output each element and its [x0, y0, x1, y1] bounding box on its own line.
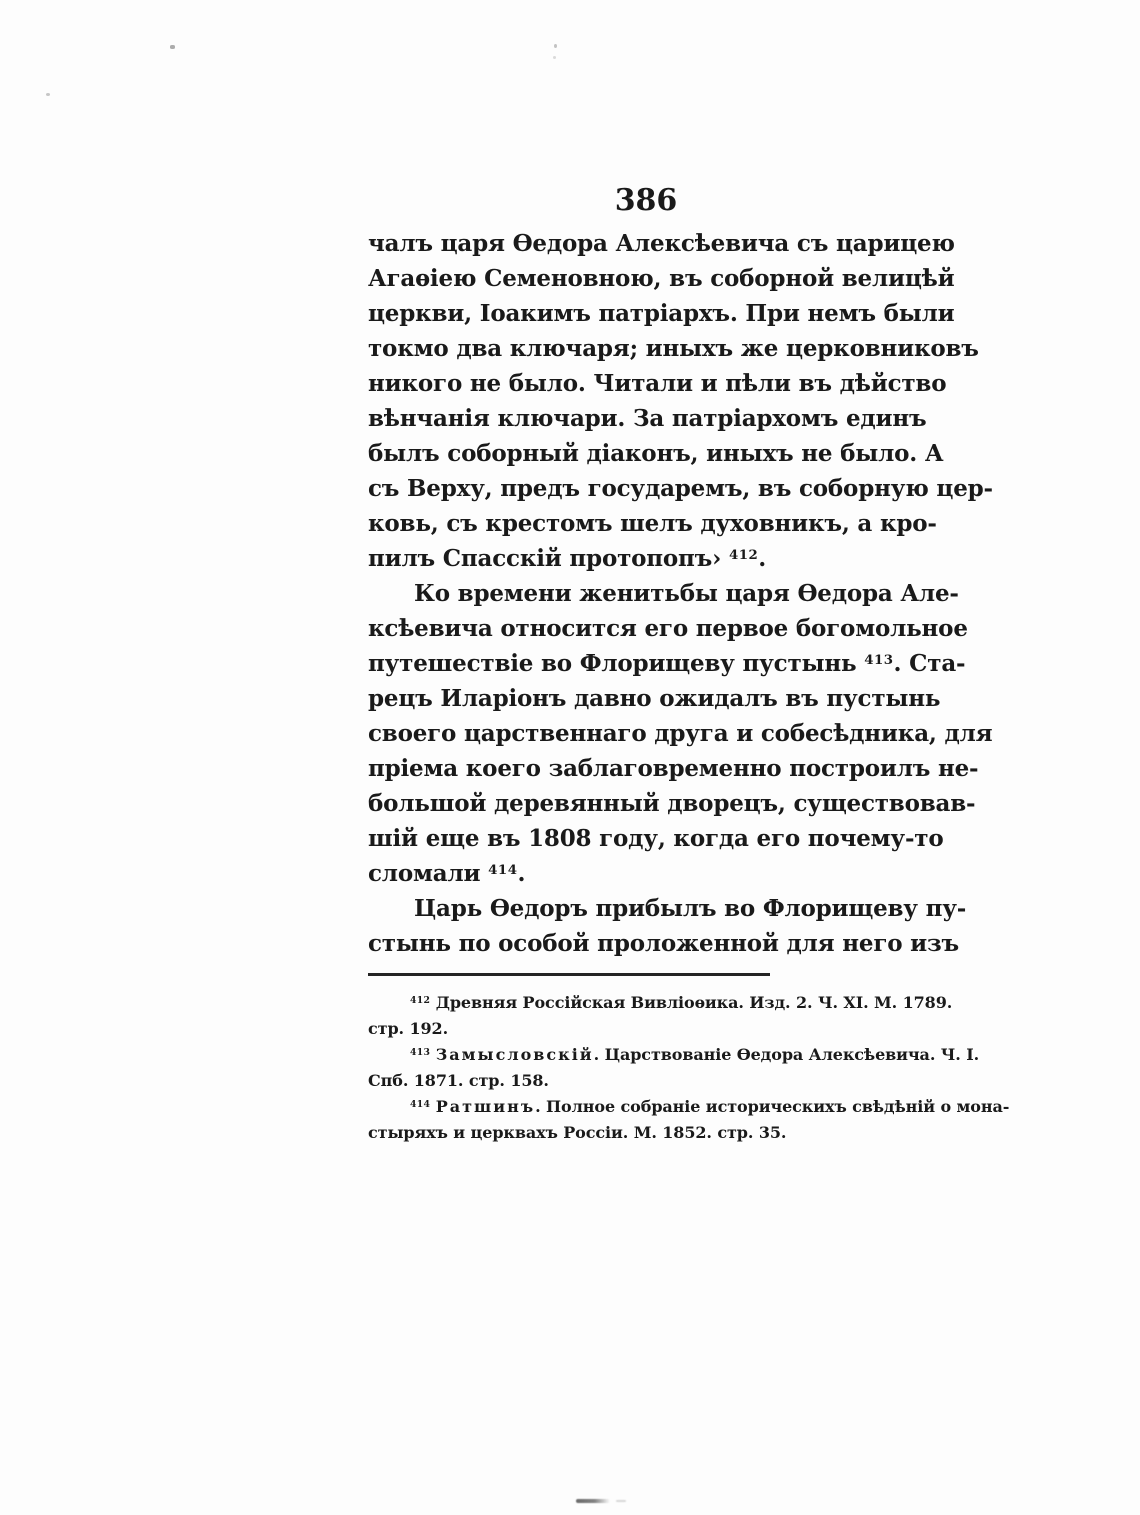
text-line	[368, 1068, 924, 1094]
text-line	[368, 331, 979, 366]
text-run: чалъ царя Ѳедора Алексѣевича съ царицею	[368, 230, 955, 257]
page-number: 386	[614, 183, 678, 218]
text-run: Замысловскій	[435, 1045, 594, 1064]
text-run: стр. 192.	[368, 1019, 449, 1038]
text-run: . Полное собраніе историческихъ свѣдѣній о мона-	[535, 1097, 1010, 1116]
text-run: Ко времени женитьбы царя Ѳедора Але-	[414, 580, 959, 607]
text-run: былъ соборный діаконъ, иныхъ не было. А	[368, 440, 944, 467]
text-run: большой деревянный дворецъ, существовав-	[368, 790, 976, 817]
text-line	[368, 471, 993, 506]
text-run: Ратшинъ	[435, 1097, 536, 1116]
text-line	[368, 366, 947, 401]
text-line	[368, 990, 953, 1016]
text-line	[368, 436, 944, 471]
text-line	[368, 1094, 1010, 1120]
main-text	[368, 226, 993, 961]
text-run: Агаѳіею Семеновною, въ соборной велицѣй	[368, 265, 955, 292]
text-line	[368, 296, 955, 331]
text-line	[368, 891, 967, 926]
footnote-separator	[368, 973, 770, 976]
text-run: рецъ Иларіонъ давно ожидалъ въ пустынь	[368, 685, 941, 712]
text-run: . Царствованіе Ѳедора Алексѣевича. Ч. I.	[593, 1045, 980, 1064]
paragraph	[368, 576, 993, 891]
text-run: стынь по особой проложенной для него изъ	[368, 930, 959, 957]
footnote-item	[368, 1094, 1010, 1146]
text-line	[368, 1120, 924, 1146]
text-line	[368, 576, 959, 611]
text-line	[368, 541, 924, 576]
scan-smudge-icon	[576, 1499, 610, 1503]
text-run: Царь Ѳедоръ прибылъ во Флорищеву пу-	[414, 895, 967, 922]
text-run: церкви, Іоакимъ патріархъ. При немъ были	[368, 300, 955, 327]
footnote-item	[368, 1042, 980, 1094]
text-run: .	[758, 545, 767, 572]
footnote-marker: 414	[488, 861, 518, 878]
text-run: пріема коего заблаговременно построилъ не-	[368, 755, 979, 782]
footnote-item	[368, 990, 953, 1042]
text-line	[368, 611, 968, 646]
text-line	[368, 856, 924, 891]
text-line	[368, 821, 944, 856]
footnote-marker: 413	[864, 651, 894, 668]
text-run: сломали	[368, 860, 489, 887]
text-run: Спб. 1871. стр. 158.	[368, 1071, 549, 1090]
text-run: ксѣевича относится его первое богомольное	[368, 615, 968, 642]
paragraph	[368, 226, 993, 576]
text-line	[368, 401, 927, 436]
footnote-marker: 414	[410, 1098, 431, 1110]
text-line	[368, 751, 979, 786]
text-line	[368, 681, 941, 716]
text-run: .	[517, 860, 526, 887]
text-run: никого не было. Читали и пѣли въ дѣйство	[368, 370, 947, 397]
text-run: своего царственнаго друга и собесѣдника, для	[368, 720, 993, 747]
text-run: Древняя Россійская Вивліоѳика. Изд. 2. Ч. XI. М. 1789.	[430, 993, 953, 1012]
text-run: вѣнчанія ключари. За патріархомъ единъ	[368, 405, 927, 432]
scan-speck-icon	[170, 45, 175, 49]
text-run: пилъ Спасскій протопопъ›	[368, 545, 729, 572]
footnote-marker: 413	[410, 1046, 431, 1058]
text-line	[368, 1016, 924, 1042]
text-run: ковь, съ крестомъ шелъ духовникъ, а кро-	[368, 510, 937, 537]
text-line	[368, 506, 937, 541]
text-line	[368, 226, 955, 261]
text-line	[368, 786, 976, 821]
text-run: токмо два ключаря; иныхъ же церковниковъ	[368, 335, 979, 362]
text-line	[368, 646, 966, 681]
footnote-marker: 412	[728, 546, 759, 563]
footnotes	[368, 990, 1010, 1146]
text-line	[368, 261, 955, 296]
text-line	[368, 716, 993, 751]
text-line	[368, 926, 959, 961]
footnote-marker: 412	[410, 994, 431, 1006]
text-line	[368, 1042, 980, 1068]
scan-speck-icon	[554, 44, 557, 48]
scan-speck-icon	[46, 93, 50, 96]
text-run: съ Верху, предъ государемъ, въ соборную цер-	[368, 475, 993, 502]
text-run: шій еще въ 1808 году, когда его почему-то	[368, 825, 944, 852]
paragraph	[368, 891, 967, 961]
text-run: путешествіе во Флорищеву пустынь	[368, 650, 865, 677]
text-run: стыряхъ и церквахъ Россіи. М. 1852. стр. 35.	[368, 1123, 787, 1142]
text-run: . Ста-	[893, 650, 966, 677]
